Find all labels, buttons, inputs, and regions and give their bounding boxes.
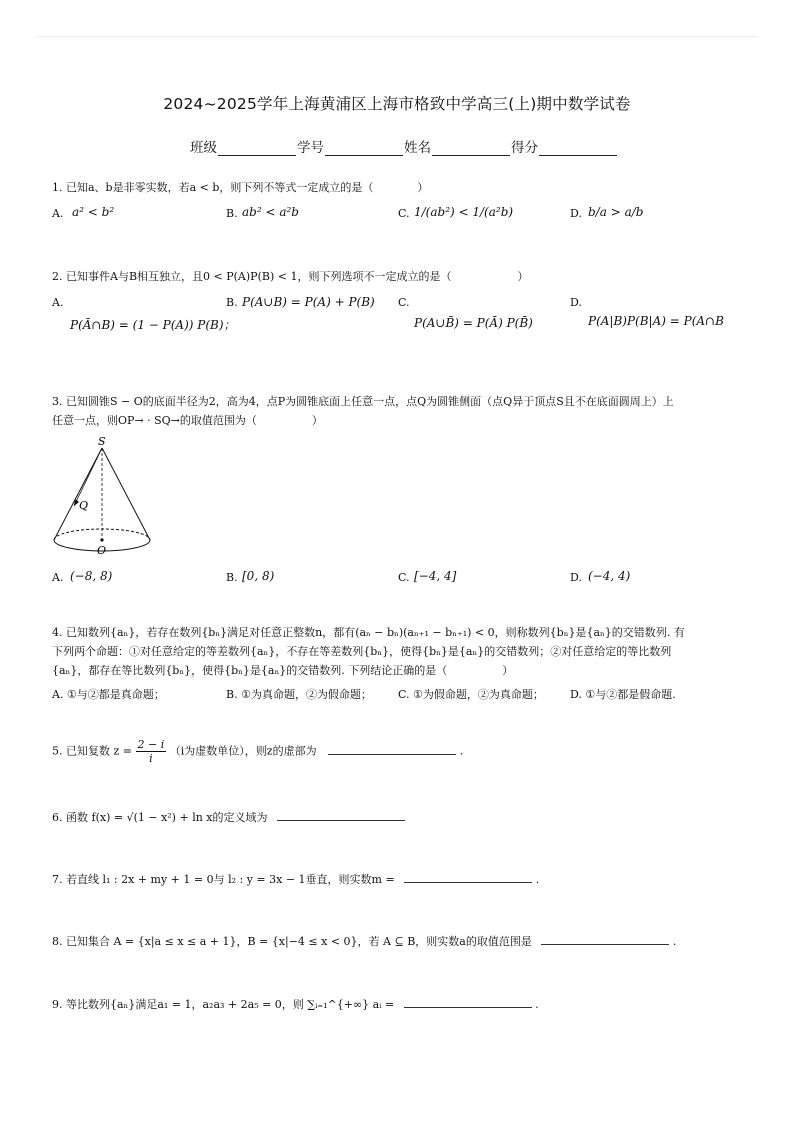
- question-tail: .: [459, 744, 464, 758]
- cone-figure: [48, 436, 158, 556]
- question-number: 3.: [52, 395, 63, 408]
- cone-left-edge: [54, 448, 102, 540]
- q2-option-a-label: A.: [52, 296, 64, 309]
- center-point: [100, 538, 103, 541]
- top-rule: [36, 36, 758, 37]
- question-stem: 已知事件A与B相互独立，且0 < P(A)P(B) < 1，则下列选项不一定成立的是（ ）: [66, 270, 529, 283]
- student-id-label: 学号: [297, 140, 324, 156]
- exam-title: 2024~2025学年上海黄浦区上海市格致中学高三(上)期中数学试卷: [163, 95, 631, 113]
- label-s: S: [98, 436, 106, 448]
- q2-option-c[interactable]: P(A∪B̄) = P(Ā) P(B̄): [414, 316, 533, 330]
- question-3-line2: [52, 411, 323, 430]
- q1-option-d[interactable]: b/a > a/b: [588, 205, 644, 219]
- q1-option-b-label: B.: [226, 207, 238, 220]
- q3-option-c[interactable]: [−4, 4]: [414, 569, 457, 583]
- question-tail: .: [672, 935, 677, 948]
- score-label: 得分: [511, 140, 538, 156]
- question-2: [52, 267, 528, 286]
- name-label: 姓名: [404, 140, 431, 156]
- q2-option-b[interactable]: P(A∪B) = P(A) + P(B): [242, 295, 375, 309]
- q3-option-b-label: B.: [226, 571, 238, 584]
- q4-option-d[interactable]: D. ①与②都是假命题.: [570, 688, 676, 701]
- q3-option-b[interactable]: [0, 8): [242, 569, 275, 583]
- question-4-line3: [52, 661, 513, 680]
- fraction-denominator: i: [149, 752, 153, 765]
- q3-option-c-label: C.: [398, 571, 410, 584]
- question-5: [52, 738, 463, 765]
- question-stem: 若直线 l₁ : 2x + my + 1 = 0与 l₂ : y = 3x − 1垂直，则实数m =: [66, 873, 395, 886]
- q2-option-c-label: C.: [398, 296, 410, 309]
- question-stem-a: 已知复数 z =: [66, 744, 133, 758]
- answer-blank[interactable]: [404, 870, 532, 883]
- cone-right-edge: [102, 448, 150, 540]
- answer-blank[interactable]: [328, 742, 456, 755]
- fraction-numerator: 2 − i: [137, 738, 165, 751]
- question-tail: .: [535, 998, 539, 1011]
- answer-blank[interactable]: [541, 932, 669, 945]
- q2-option-b-label: B.: [226, 296, 238, 309]
- question-number: 4.: [52, 626, 63, 639]
- class-blank[interactable]: [218, 141, 296, 156]
- q1-option-b[interactable]: ab² < a²b: [242, 205, 299, 219]
- q1-option-a[interactable]: a² < b²: [72, 205, 115, 219]
- vector-sq: [74, 448, 102, 506]
- question-stem: 等比数列{aₙ}满足a₁ = 1，a₂a₃ + 2a₅ = 0，则 ∑ᵢ₌₁^{+∞} aᵢ =: [66, 998, 395, 1011]
- question-4: [52, 623, 685, 642]
- question-number: 2.: [52, 270, 63, 283]
- label-o: O: [97, 544, 107, 556]
- q3-option-a-label: A.: [52, 571, 64, 584]
- q1-option-c[interactable]: 1/(ab²) < 1/(a²b): [414, 205, 514, 219]
- question-number: 7.: [52, 873, 63, 886]
- label-q: Q: [79, 499, 89, 512]
- q1-option-a-label: A.: [52, 207, 64, 220]
- q3-option-d-label: D.: [570, 571, 582, 584]
- question-stem: 已知a、b是非零实数，若a < b，则下列不等式一定成立的是（ ）: [66, 181, 429, 194]
- q2-option-a[interactable]: P(Ā∩B) = (1 − P(A)) P(B)；: [70, 318, 236, 332]
- fraction: [136, 738, 167, 765]
- question-8: [52, 932, 676, 951]
- question-stem-line1: 已知圆锥S − O的底面半径为2，高为4，点P为圆锥底面上任意一点，点Q为圆锥侧面（点Q异于顶点S且不在底面圆周上）上: [66, 395, 674, 408]
- answer-blank[interactable]: [277, 808, 405, 821]
- question-7: [52, 870, 539, 889]
- question-3: [52, 392, 674, 411]
- name-blank[interactable]: [432, 141, 510, 156]
- q1-option-c-label: C.: [398, 207, 410, 220]
- q3-option-d[interactable]: (−4, 4): [588, 569, 631, 583]
- question-number: 1.: [52, 181, 63, 194]
- student-info-row: [190, 136, 618, 156]
- question-number: 6.: [52, 811, 63, 824]
- score-blank[interactable]: [539, 141, 617, 156]
- question-6: [52, 808, 405, 827]
- answer-blank[interactable]: [404, 995, 532, 1008]
- question-4-line2: [52, 642, 671, 661]
- question-tail: .: [535, 873, 540, 886]
- q4-option-c[interactable]: C. ①为假命题，②为真命题；: [398, 688, 544, 701]
- question-1: [52, 178, 428, 197]
- q3-option-a[interactable]: (−8, 8): [70, 569, 113, 583]
- q1-option-d-label: D.: [570, 207, 582, 220]
- student-id-blank[interactable]: [325, 141, 403, 156]
- question-number: 5.: [52, 744, 63, 758]
- question-number: 8.: [52, 935, 63, 948]
- q2-option-d[interactable]: P(A|B)P(B|A) = P(A∩B: [588, 314, 724, 328]
- q2-option-d-label: D.: [570, 296, 582, 309]
- question-stem-line2: 任意一点，则OP→ · SQ→的取值范围为（ ）: [52, 414, 323, 427]
- q4-option-a[interactable]: A. ①与②都是真命题；: [52, 688, 165, 701]
- question-number: 9.: [52, 998, 63, 1011]
- question-stem-line3: {aₙ}，都存在等比数列{bₙ}，使得{bₙ}是{aₙ}的交错数列. 下列结论正确的是（ ）: [52, 664, 514, 677]
- class-label: 班级: [190, 140, 217, 156]
- question-stem: 函数 f(x) = √(1 − x²) + ln x的定义域为: [66, 811, 268, 824]
- question-stem-line1: 已知数列{aₙ}，若存在数列{bₙ}满足对任意正整数n，都有(aₙ − bₙ)(aₙ₊₁ − bₙ₊₁) < 0，则称数列{bₙ}是{aₙ}的交错数列. 有: [66, 626, 685, 639]
- question-9: [52, 995, 539, 1014]
- question-stem-line2: 下列两个命题：①对任意给定的等差数列{aₙ}，不存在等差数列{bₙ}，使得{bₙ}是{aₙ}的交错数列；②对任意给定的等比数列: [52, 645, 672, 658]
- question-stem-b: （i为虚数单位），则z的虚部为: [169, 744, 317, 758]
- q4-option-b[interactable]: B. ①为真命题，②为假命题；: [226, 688, 372, 701]
- question-stem: 已知集合 A = {x|a ≤ x ≤ a + 1}，B = {x|−4 ≤ x < 0}，若 A ⊆ B，则实数a的取值范围是: [66, 935, 532, 948]
